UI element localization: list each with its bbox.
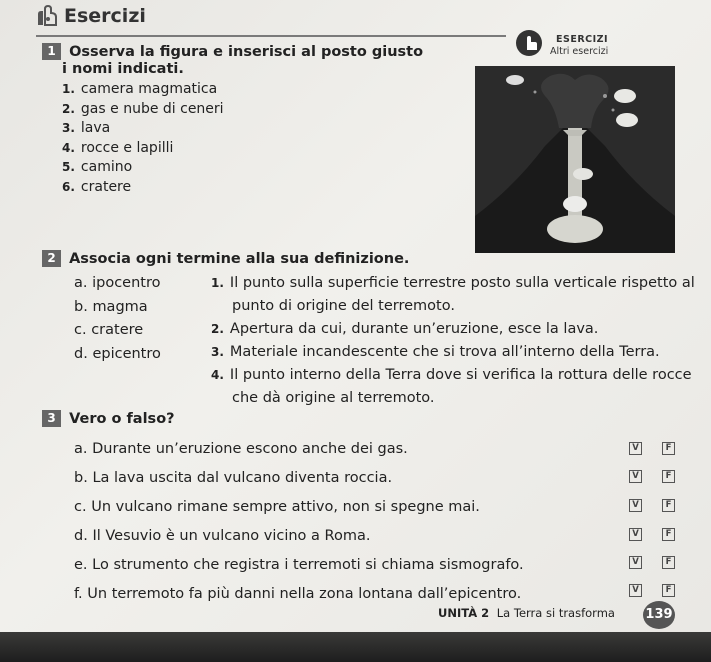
false-checkbox[interactable]: F xyxy=(662,584,675,597)
exercise1-instruction: Osserva la figura e inserisci al posto giusto xyxy=(69,44,424,60)
definition-item: 2. Apertura da cui, durante un’eruzione, esce la lava. xyxy=(211,321,599,337)
list-item: 2. gas e nube di ceneri xyxy=(62,100,224,117)
statement-item: b. La lava uscita dal vulcano diventa roccia. xyxy=(74,470,393,486)
list-item: 5. camino xyxy=(62,159,133,176)
exercise3-number: 3 xyxy=(42,410,61,427)
volcano-illustration xyxy=(475,66,675,253)
false-checkbox[interactable]: F xyxy=(662,442,675,455)
unit-title: La Terra si trasforma xyxy=(496,606,615,620)
statement-item: a. Durante un’eruzione escono anche dei gas. xyxy=(74,441,408,457)
exercises-icon xyxy=(36,5,60,27)
exercise2-number: 2 xyxy=(42,250,61,267)
list-item: 6. cratere xyxy=(62,178,132,195)
statement-item: f. Un terremoto fa più danni nella zona lontana dall’epicentro. xyxy=(74,586,522,602)
list-item: 3. lava xyxy=(62,120,111,137)
panel-subtitle: Altri esercizi xyxy=(550,46,609,57)
term-item: d. epicentro xyxy=(74,345,161,362)
list-item: 1. camera magmatica xyxy=(62,81,218,97)
false-checkbox[interactable]: F xyxy=(662,556,675,569)
term-item: a. ipocentro xyxy=(74,275,161,291)
terms-list xyxy=(74,272,161,366)
panel-title: ESERCIZI xyxy=(556,34,609,45)
true-checkbox[interactable]: V xyxy=(629,528,642,541)
false-checkbox[interactable]: F xyxy=(662,528,675,541)
true-checkbox[interactable]: V xyxy=(629,499,642,512)
exercise3-heading xyxy=(42,410,175,427)
unit-label: UNITÀ 2 xyxy=(438,606,490,620)
exercise2-instruction: Associa ogni termine alla sua definizione. xyxy=(69,251,410,267)
true-checkbox[interactable]: V xyxy=(629,556,642,569)
definition-item: 3. Materiale incandescente che si trova all’interno della Terra. xyxy=(211,344,660,360)
statement-item: c. Un vulcano rimane sempre attivo, non si spegne mai. xyxy=(74,499,480,515)
list-item: 4. rocce e lapilli xyxy=(62,139,174,156)
page-edge-shadow xyxy=(0,632,711,662)
statement-item: d. Il Vesuvio è un vulcano vicino a Roma. xyxy=(74,528,371,544)
exercise3-instruction: Vero o falso? xyxy=(69,411,175,427)
term-item: b. magma xyxy=(74,298,148,315)
unit-footer xyxy=(438,606,615,620)
true-checkbox[interactable]: V xyxy=(629,584,642,597)
term-item: c. cratere xyxy=(74,322,144,338)
exercise2-heading xyxy=(42,250,409,267)
definition-item: 4. Il punto interno della Terra dove si verifica la rottura delle rocce xyxy=(211,367,692,383)
exercise1-heading xyxy=(42,43,423,60)
statement-item: e. Lo strumento che registra i terremoti si chiama sismografo. xyxy=(74,557,524,573)
definitions-list xyxy=(211,272,695,410)
pointer-hand-icon xyxy=(516,30,542,56)
definition-item-cont: punto di origine del terremoto. xyxy=(232,298,455,314)
true-false-list xyxy=(74,435,524,609)
true-checkbox[interactable]: V xyxy=(629,442,642,455)
exercise1-number: 1 xyxy=(42,43,61,60)
exercise1-instruction-cont: i nomi indicati. xyxy=(62,61,184,77)
page-number: 139 xyxy=(643,601,675,629)
false-checkbox[interactable]: F xyxy=(662,470,675,483)
definition-item: 1. Il punto sulla superficie terrestre posto sulla verticale rispetto al xyxy=(211,275,695,291)
definition-item-cont: che dà origine al terremoto. xyxy=(232,390,435,406)
exercise1-list xyxy=(62,80,224,198)
true-checkbox[interactable]: V xyxy=(629,470,642,483)
false-checkbox[interactable]: F xyxy=(662,499,675,512)
title-rule xyxy=(36,35,506,37)
page-title: Esercizi xyxy=(64,5,146,27)
